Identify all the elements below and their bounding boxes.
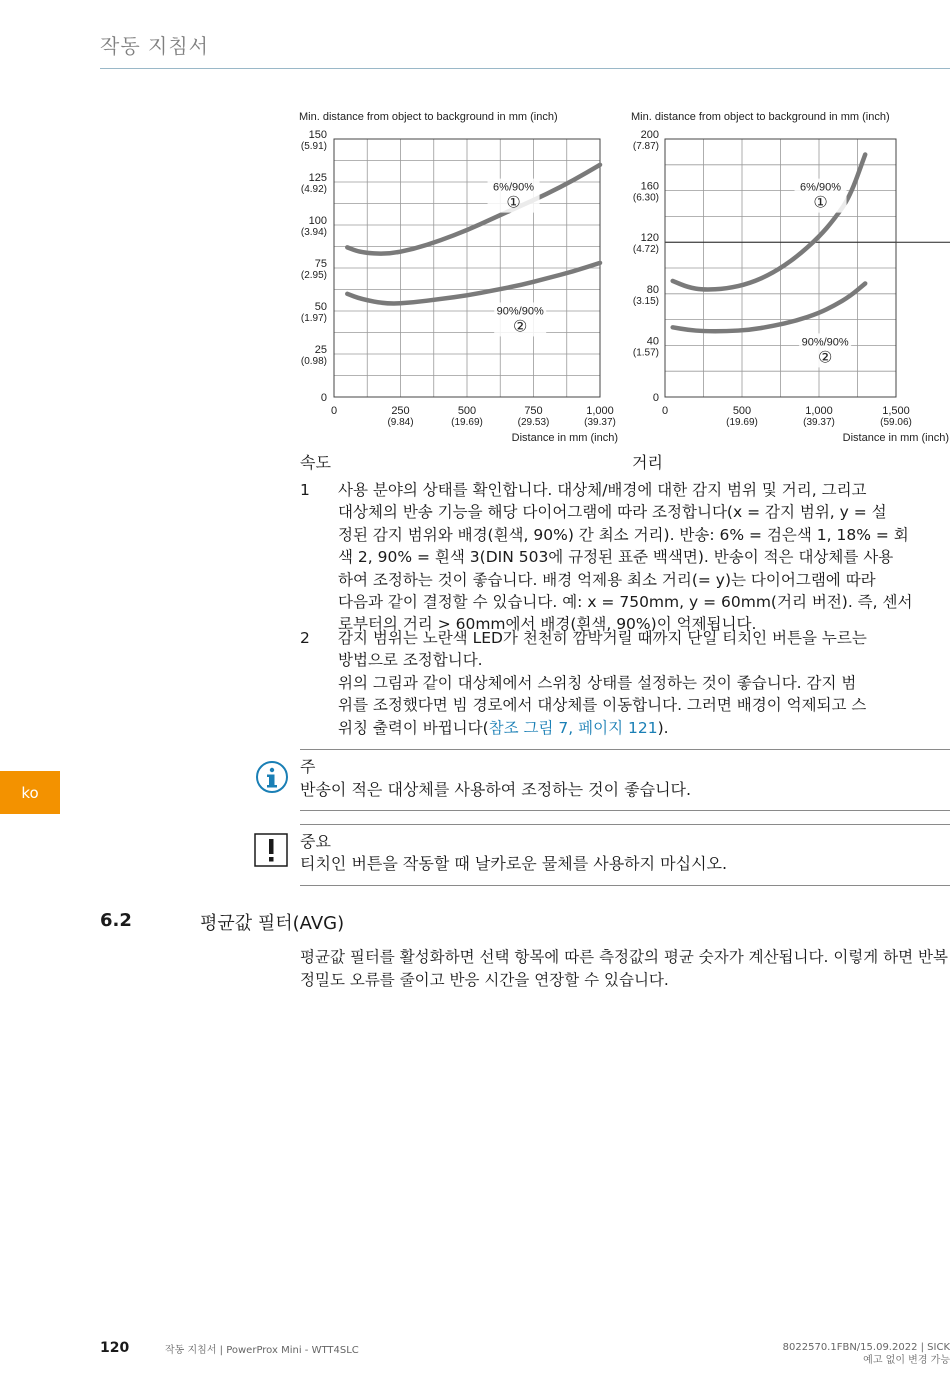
x-tick-sublabel: (19.69): [726, 417, 758, 428]
x-tick-label: 1,000: [586, 405, 614, 417]
footer-document-code: [783, 1341, 950, 1367]
info-icon: [255, 760, 289, 794]
text-line: 사용 분야의 상태를 확인합니다. 대상체/배경에 대한 감지 범위 및 거리, 그리고: [338, 481, 867, 499]
note-text: 반송이 적은 대상체를 사용하여 조정하는 것이 좋습니다.: [300, 780, 692, 799]
step-number: 2: [300, 629, 310, 647]
section-number: 6.2: [100, 910, 132, 931]
y-tick-label: 75: [314, 258, 327, 270]
text-line: 위를 조정했다면 빔 경로에서 대상체를 이동합니다. 그러면 배경이 억제되고 스: [338, 696, 867, 715]
series-marker: ①: [506, 194, 521, 212]
x-tick-label: 1,000: [805, 405, 833, 417]
y-tick-label: 160: [640, 180, 659, 193]
step-1-text: [338, 479, 950, 636]
y-tick-label: 200: [640, 129, 659, 141]
footer-notice: 예고 없이 변경 가능: [863, 1355, 950, 1366]
x-tick-sublabel: (9.84): [387, 417, 414, 428]
header-divider: [100, 68, 950, 69]
series-label: 90%/90%: [801, 336, 849, 349]
series-line: [347, 263, 600, 304]
series-marker: ①: [813, 194, 828, 212]
y-tick-label: 120: [640, 232, 659, 245]
note-title: 주: [300, 757, 316, 776]
series-label: 6%/90%: [493, 181, 535, 194]
page-header-title: 작동 지침서: [100, 34, 209, 58]
y-tick-label: 40: [646, 335, 659, 348]
text-line: 로부터의 거리 > 60mm에서 배경(흰색, 90%)이 억제됩니다.: [338, 615, 757, 634]
series-marker: ②: [513, 318, 528, 336]
y-tick-sublabel: (2.95): [300, 270, 327, 281]
section-title: 평균값 필터(AVG): [200, 913, 345, 934]
text-line: 색 2, 90% = 흰색 3(DIN 503에 규정된 표준 백색면). 반송이 적은 대상체를 사용: [338, 548, 894, 567]
note-top-rule: [300, 749, 950, 750]
step-number: 1: [300, 481, 310, 499]
x-tick-sublabel: (39.37): [584, 417, 616, 428]
y-tick-sublabel: (3.94): [300, 227, 327, 238]
footer-document-title: 작동 지침서 | PowerProx Mini - WTT4SLC: [165, 1345, 359, 1356]
y-tick-sublabel: (1.57): [632, 347, 659, 359]
y-tick-sublabel: (5.91): [300, 141, 327, 152]
y-tick-sublabel: (4.72): [632, 244, 659, 256]
y-tick-sublabel: (3.15): [632, 295, 659, 307]
figure-reference-link[interactable]: 참조 그림 7, 페이지 121: [488, 718, 658, 737]
x-tick-sublabel: (29.53): [517, 417, 550, 428]
y-tick-label: 50: [314, 301, 327, 313]
y-tick-label: 100: [308, 215, 327, 227]
language-tab[interactable]: ko: [0, 771, 60, 814]
y-axis-label: Min. distance from object to background in mm (inch): [631, 111, 890, 123]
series-line: [673, 154, 866, 289]
section-body: 평균값 필터를 활성화하면 선택 항목에 따른 측정값의 평균 숫자가 계산됩니다. 이렇게 하면 반복 정밀도 오류를 줄이고 반응 시간을 연장할 수 있습니다.: [300, 948, 949, 989]
y-tick-label: 25: [314, 344, 327, 356]
x-tick-label: 500: [457, 405, 477, 417]
page-number: 120: [100, 1340, 130, 1356]
x-tick-sublabel: (39.37): [803, 417, 835, 428]
series-label: 6%/90%: [800, 181, 842, 194]
x-axis-label: Distance in mm (inch): [511, 432, 618, 444]
text-line: 하여 조정하는 것이 좋습니다. 배경 억제용 최소 거리(= y)는 다이어그램에 따라: [338, 570, 876, 589]
series-line: [347, 165, 600, 254]
important-bottom-rule: [300, 885, 950, 886]
note-bottom-rule: [300, 810, 950, 811]
x-axis-label: Distance in mm (inch): [842, 432, 949, 444]
x-tick-label: 250: [391, 405, 410, 417]
x-tick-sublabel: (19.69): [451, 417, 483, 428]
chart-speed-caption: 속도: [300, 453, 331, 472]
x-tick-sublabel: (59.06): [880, 417, 912, 428]
important-title: 중요: [300, 832, 331, 851]
text-line: 감지 범위는 노란색 LED가 천천히 깜박거릴 때까지 단일 티치인 버튼을 누르는: [338, 629, 867, 647]
text-line: 정된 감지 범위와 배경(흰색, 90%) 간 최소 거리). 반송: 6% = 검은색 1, 18% = 회: [338, 525, 909, 544]
x-tick-label: 750: [524, 405, 543, 417]
chart-distance-caption: 거리: [632, 453, 663, 472]
series-label: 90%/90%: [496, 305, 544, 318]
x-tick-label: 1,500: [882, 405, 910, 417]
series-marker: ②: [817, 349, 833, 367]
warning-icon: [254, 833, 288, 867]
important-text: 티치인 버튼을 작동할 때 날카로운 물체를 사용하지 마십시오.: [300, 854, 728, 873]
text-line: 다음과 같이 결정할 수 있습니다. 예: x = 750mm, y = 60mm(거리 버전). 즉, 센서: [338, 593, 913, 612]
x-tick-label: 500: [732, 405, 752, 417]
y-tick-sublabel: (4.92): [300, 184, 327, 195]
text-line-with-link: 위칭 출력이 바뀝니다(참조 그림 7, 페이지 121).: [338, 718, 669, 737]
y-tick-sublabel: (7.87): [632, 141, 659, 152]
important-top-rule: [300, 824, 950, 825]
text-line: 위의 그림과 같이 대상체에서 스위칭 상태를 설정하는 것이 좋습니다. 감지 범: [338, 673, 857, 692]
y-tick-sublabel: (6.30): [632, 192, 659, 204]
x-tick-label: 0: [661, 405, 669, 417]
y-axis-label: Min. distance from object to background in mm (inch): [299, 111, 558, 123]
text-line: 대상체의 반송 기능을 해당 다이어그램에 따라 조정합니다(x = 감지 범위, y = 설: [338, 503, 887, 522]
step-2-text: [338, 627, 950, 739]
y-tick-sublabel: (1.97): [300, 313, 327, 324]
chart-distance: [628, 105, 950, 448]
y-tick-label: 80: [646, 283, 659, 296]
x-tick-label: 0: [330, 405, 338, 417]
y-tick-label: 0: [320, 392, 327, 404]
footer-code: 8022570.1FBN/15.09.2022 | SICK: [782, 1342, 950, 1353]
chart-speed: [296, 105, 626, 448]
y-tick-label: 0: [652, 392, 659, 404]
text-line: 방법으로 조정합니다.: [338, 651, 483, 670]
y-tick-label: 125: [308, 172, 327, 184]
y-tick-label: 150: [308, 129, 327, 141]
y-tick-sublabel: (0.98): [300, 356, 327, 367]
